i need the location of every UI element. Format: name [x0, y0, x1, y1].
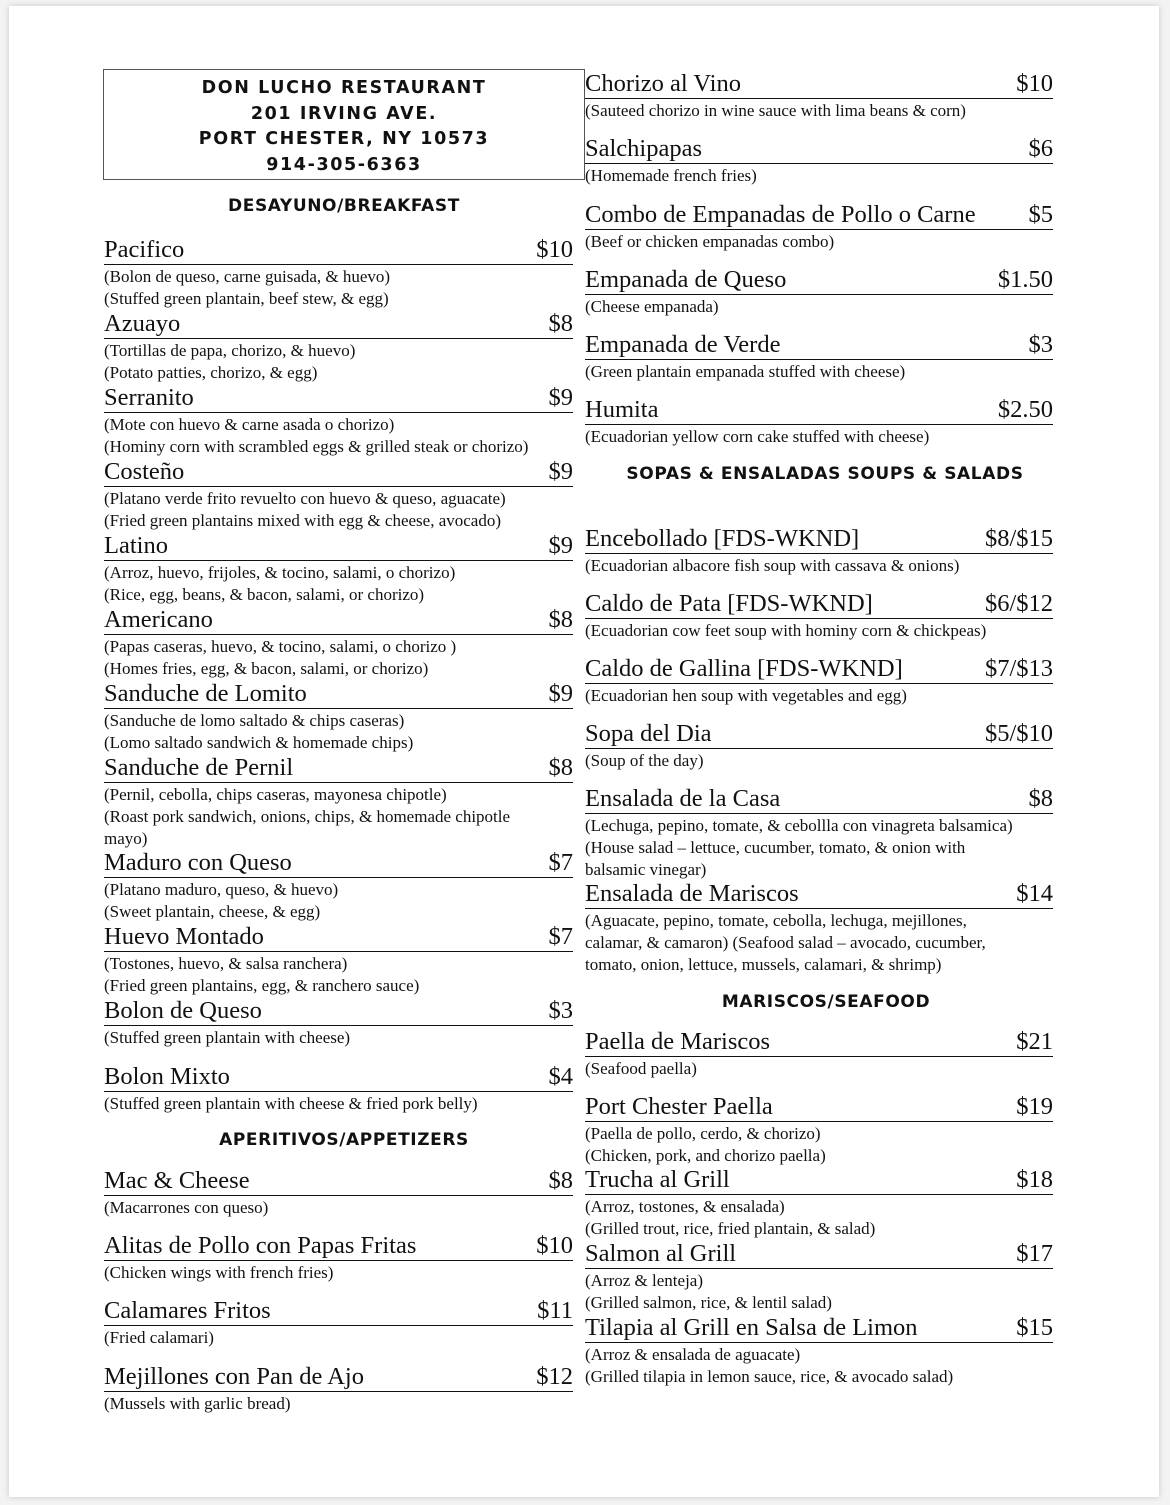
menu-item-price: $7: [548, 923, 573, 950]
menu-item-description: (Mote con huevo & carne asada o chorizo) (Hominy corn with scrambled eggs & grilled steak or chorizo): [104, 415, 529, 456]
menu-item-price: $5: [1028, 201, 1053, 228]
menu-item-price: $6/$12: [984, 590, 1053, 617]
menu-item-price: $8/$15: [984, 525, 1053, 552]
menu-item-name: Tilapia al Grill en Salsa de Limon: [585, 1314, 918, 1341]
menu-item-header: [585, 331, 1053, 360]
menu-item: [104, 310, 573, 384]
menu-item-name: Humita: [585, 396, 659, 423]
menu-item-header: [585, 135, 1053, 164]
menu-item-description: (Tostones, huevo, & salsa ranchera) (Fried green plantains, egg, & ranchero sauce): [104, 954, 420, 995]
menu-item-description: (Stuffed green plantain with cheese): [104, 1028, 351, 1047]
menu-item: [104, 606, 573, 680]
menu-item: [585, 880, 1053, 976]
menu-item-header: [104, 997, 573, 1026]
menu-item-header: [585, 590, 1053, 619]
menu-item-price: $8: [548, 754, 573, 781]
menu-item-header: [104, 458, 573, 487]
menu-item-name: Encebollado [FDS-WKND]: [585, 525, 860, 552]
menu-item-name: Azuayo: [104, 310, 181, 337]
menu-item-description: (Pernil, cebolla, chips caseras, mayonesa chipotle) (Roast pork sandwich, onions, chips, & homemade chipotle mayo): [104, 785, 511, 848]
menu-item-description: (Paella de pollo, cerdo, & chorizo) (Chicken, pork, and chorizo paella): [585, 1124, 826, 1165]
menu-item-header: [104, 1063, 573, 1092]
menu-item-description: (Beef or chicken empanadas combo): [585, 232, 835, 251]
menu-item: [585, 331, 1053, 383]
menu-item-header: [104, 384, 573, 413]
menu-item-price: $12: [536, 1363, 573, 1390]
menu-item-name: Caldo de Pata [FDS-WKND]: [585, 590, 873, 617]
menu-item: [104, 236, 573, 310]
menu-item-name: Combo de Empanadas de Pollo o Carne: [585, 201, 976, 228]
menu-item-name: Latino: [104, 532, 168, 559]
menu-item-name: Caldo de Gallina [FDS-WKND]: [585, 655, 903, 682]
menu-item-price: $9: [548, 458, 573, 485]
menu-item-name: Bolon de Queso: [104, 997, 262, 1024]
menu-item-name: Pacifico: [104, 236, 185, 263]
restaurant-address: 201 IRVING AVE.: [250, 103, 438, 124]
menu-item-description: (Arroz, huevo, frijoles, & tocino, salami, o chorizo) (Rice, egg, beans, & bacon, salami, or chorizo): [104, 563, 456, 604]
menu-item-header: [104, 680, 573, 709]
menu-item: [585, 1314, 1053, 1388]
menu-item: [104, 680, 573, 754]
section-heading-soups: SOPAS & ENSALADAS SOUPS & SALADS: [626, 464, 1024, 484]
menu-item-header: [104, 236, 573, 265]
menu-item: [104, 384, 573, 458]
menu-item: [104, 923, 573, 997]
menu-item: [585, 396, 1053, 448]
menu-item-description: (Papas caseras, huevo, & tocino, salami, o chorizo ) (Homes fries, egg, & bacon, salami, or chorizo): [104, 637, 457, 678]
menu-item: [104, 1063, 573, 1115]
menu-item: [585, 525, 1053, 577]
restaurant-phone: 914-305-6363: [266, 154, 422, 175]
menu-item-description: (Arroz & lenteja) (Grilled salmon, rice, & lentil salad): [585, 1271, 832, 1312]
menu-item-price: $7/$13: [984, 655, 1053, 682]
menu-item-price: $1.50: [997, 266, 1053, 293]
menu-item-header: [104, 606, 573, 635]
menu-item-description: (Seafood paella): [585, 1059, 697, 1078]
menu-item-header: [585, 201, 1053, 230]
menu-item-header: [104, 754, 573, 783]
menu-item-description: (Fried calamari): [104, 1328, 214, 1347]
menu-item-header: [585, 1028, 1053, 1057]
menu-item-description: (Platano maduro, queso, & huevo) (Sweet plantain, cheese, & egg): [104, 880, 339, 921]
menu-item-price: $8: [548, 310, 573, 337]
menu-item: [585, 266, 1053, 318]
menu-item: [104, 1167, 573, 1219]
menu-item: [585, 201, 1053, 253]
menu-item: [585, 785, 1053, 881]
menu-item-name: Costeño: [104, 458, 185, 485]
menu-item-description: (Lechuga, pepino, tomate, & cebollla con vinagreta balsamica) (House salad – lettuce, cucumber, tomato, & onion with balsamic vinegar): [585, 816, 1013, 879]
menu-item-name: Calamares Fritos: [104, 1297, 271, 1324]
menu-item: [104, 1363, 573, 1415]
restaurant-city: PORT CHESTER, NY 10573: [198, 129, 490, 149]
menu-item-description: (Cheese empanada): [585, 297, 719, 316]
menu-item-name: Paella de Mariscos: [585, 1028, 771, 1055]
menu-item-header: [585, 1166, 1053, 1195]
menu-item-price: $9: [548, 532, 573, 559]
menu-item-name: Mac & Cheese: [104, 1167, 250, 1194]
menu-item-description: (Stuffed green plantain with cheese & fried pork belly): [104, 1094, 478, 1113]
menu-item-price: $7: [548, 849, 573, 876]
menu-item-name: Empanada de Queso: [585, 266, 787, 293]
menu-item-price: $19: [1016, 1093, 1053, 1120]
menu-item-price: $11: [537, 1297, 573, 1324]
menu-item-header: [585, 1314, 1053, 1343]
menu-item-description: (Macarrones con queso): [104, 1198, 269, 1217]
menu-item-price: $2.50: [997, 396, 1053, 423]
menu-item-description: (Arroz & ensalada de aguacate) (Grilled tilapia in lemon sauce, rice, & avocado salad): [585, 1345, 954, 1386]
menu-item-price: $10: [536, 236, 573, 263]
menu-item-price: $3: [1028, 331, 1053, 358]
menu-item-price: $10: [1016, 70, 1053, 97]
menu-item: [104, 849, 573, 923]
menu-item-header: [585, 720, 1053, 749]
menu-item-header: [104, 310, 573, 339]
menu-item-header: [585, 1240, 1053, 1269]
menu-item-name: Port Chester Paella: [585, 1093, 773, 1120]
menu-item: [585, 70, 1053, 122]
menu-item-price: $8: [548, 1167, 573, 1194]
menu-item-description: (Ecuadorian hen soup with vegetables and egg): [585, 686, 907, 705]
menu-item-price: $14: [1016, 880, 1053, 907]
menu-item-header: [585, 266, 1053, 295]
section-heading-breakfast: DESAYUNO/BREAKFAST: [228, 196, 460, 216]
menu-item-header: [585, 785, 1053, 814]
menu-item: [585, 135, 1053, 187]
menu-item-name: Sopa del Dia: [585, 720, 712, 747]
menu-item-name: Ensalada de la Casa: [585, 785, 781, 812]
menu-item-description: (Ecuadorian yellow corn cake stuffed with cheese): [585, 427, 930, 446]
menu-item-price: $4: [548, 1063, 573, 1090]
menu-item-price: $8: [548, 606, 573, 633]
menu-item: [585, 1240, 1053, 1314]
menu-item: [104, 458, 573, 532]
menu-item-description: (Bolon de queso, carne guisada, & huevo) (Stuffed green plantain, beef stew, & egg): [104, 267, 391, 308]
menu-item-name: Bolon Mixto: [104, 1063, 230, 1090]
menu-item-header: [104, 1232, 573, 1261]
menu-item-header: [104, 923, 573, 952]
menu-item-price: $18: [1016, 1166, 1053, 1193]
menu-item-description: (Ecuadorian cow feet soup with hominy corn & chickpeas): [585, 621, 987, 640]
menu-item-header: [585, 880, 1053, 909]
menu-item: [585, 1093, 1053, 1167]
menu-item-price: $17: [1016, 1240, 1053, 1267]
section-heading-seafood: MARISCOS/SEAFOOD: [721, 992, 931, 1012]
menu-item-price: $8: [1028, 785, 1053, 812]
menu-item-name: Alitas de Pollo con Papas Fritas: [104, 1232, 417, 1259]
menu-item-name: Huevo Montado: [104, 923, 264, 950]
menu-item-price: $5/$10: [984, 720, 1053, 747]
menu-item-description: (Sauteed chorizo in wine sauce with lima beans & corn): [585, 101, 966, 120]
menu-item-header: [104, 532, 573, 561]
menu-item: [104, 532, 573, 606]
menu-item-name: Sanduche de Lomito: [104, 680, 307, 707]
section-heading-appetizers: APERITIVOS/APPETIZERS: [219, 1130, 469, 1150]
restaurant-name: DON LUCHO RESTAURANT: [201, 78, 487, 98]
menu-item: [104, 1297, 573, 1349]
menu-item-header: [104, 849, 573, 878]
menu-item-description: (Chicken wings with french fries): [104, 1263, 334, 1282]
menu-item-header: [585, 70, 1053, 99]
menu-item-price: $15: [1016, 1314, 1053, 1341]
menu-item-header: [104, 1167, 573, 1196]
menu-item-description: (Platano verde frito revuelto con huevo & queso, aguacate) (Fried green plantains mixed with egg & cheese, avocado): [104, 489, 506, 530]
menu-item-price: $9: [548, 384, 573, 411]
menu-item-price: $10: [536, 1232, 573, 1259]
menu-item-description: (Homemade french fries): [585, 166, 757, 185]
menu-item-header: [585, 525, 1053, 554]
menu-item: [585, 655, 1053, 707]
menu-item-name: Americano: [104, 606, 213, 633]
menu-item-price: $6: [1028, 135, 1053, 162]
menu-item-description: (Mussels with garlic bread): [104, 1394, 291, 1413]
menu-item-description: (Tortillas de papa, chorizo, & huevo) (Potato patties, chorizo, & egg): [104, 341, 356, 382]
menu-item-description: (Ecuadorian albacore fish soup with cassava & onions): [585, 556, 960, 575]
menu-item-header: [104, 1363, 573, 1392]
menu-item: [104, 1232, 573, 1284]
menu-item-description: (Soup of the day): [585, 751, 704, 770]
menu-item: [585, 590, 1053, 642]
menu-item-description: (Arroz, tostones, & ensalada) (Grilled trout, rice, fried plantain, & salad): [585, 1197, 876, 1238]
menu-item-description: (Aguacate, pepino, tomate, cebolla, lechuga, mejillones, calamar, & camaron) (Seafood salad – avocado, cucumber, tomato, onion, lettuce, mussels, calamari, & shrimp): [585, 911, 986, 974]
menu-item-name: Trucha al Grill: [585, 1166, 730, 1193]
menu-item-name: Serranito: [104, 384, 194, 411]
menu-item-price: $3: [548, 997, 573, 1024]
menu-item-header: [585, 1093, 1053, 1122]
menu-item-price: $21: [1016, 1028, 1053, 1055]
menu-item-name: Empanada de Verde: [585, 331, 781, 358]
menu-item: [585, 1166, 1053, 1240]
menu-item: [104, 754, 573, 850]
menu-item-header: [104, 1297, 573, 1326]
restaurant-header: [103, 69, 585, 180]
menu-item-price: $9: [548, 680, 573, 707]
menu-item: [585, 1028, 1053, 1080]
menu-item: [104, 997, 573, 1049]
menu-item-name: Ensalada de Mariscos: [585, 880, 799, 907]
menu-item-name: Chorizo al Vino: [585, 70, 741, 97]
menu-item-name: Mejillones con Pan de Ajo: [104, 1363, 364, 1390]
menu-item-description: (Green plantain empanada stuffed with cheese): [585, 362, 906, 381]
menu-item-description: (Sanduche de lomo saltado & chips caseras) (Lomo saltado sandwich & homemade chips): [104, 711, 414, 752]
menu-item-name: Salchipapas: [585, 135, 703, 162]
menu-item-name: Sanduche de Pernil: [104, 754, 294, 781]
menu-item-header: [585, 655, 1053, 684]
menu-item-name: Salmon al Grill: [585, 1240, 737, 1267]
menu-item-header: [585, 396, 1053, 425]
menu-item-name: Maduro con Queso: [104, 849, 292, 876]
menu-item: [585, 720, 1053, 772]
